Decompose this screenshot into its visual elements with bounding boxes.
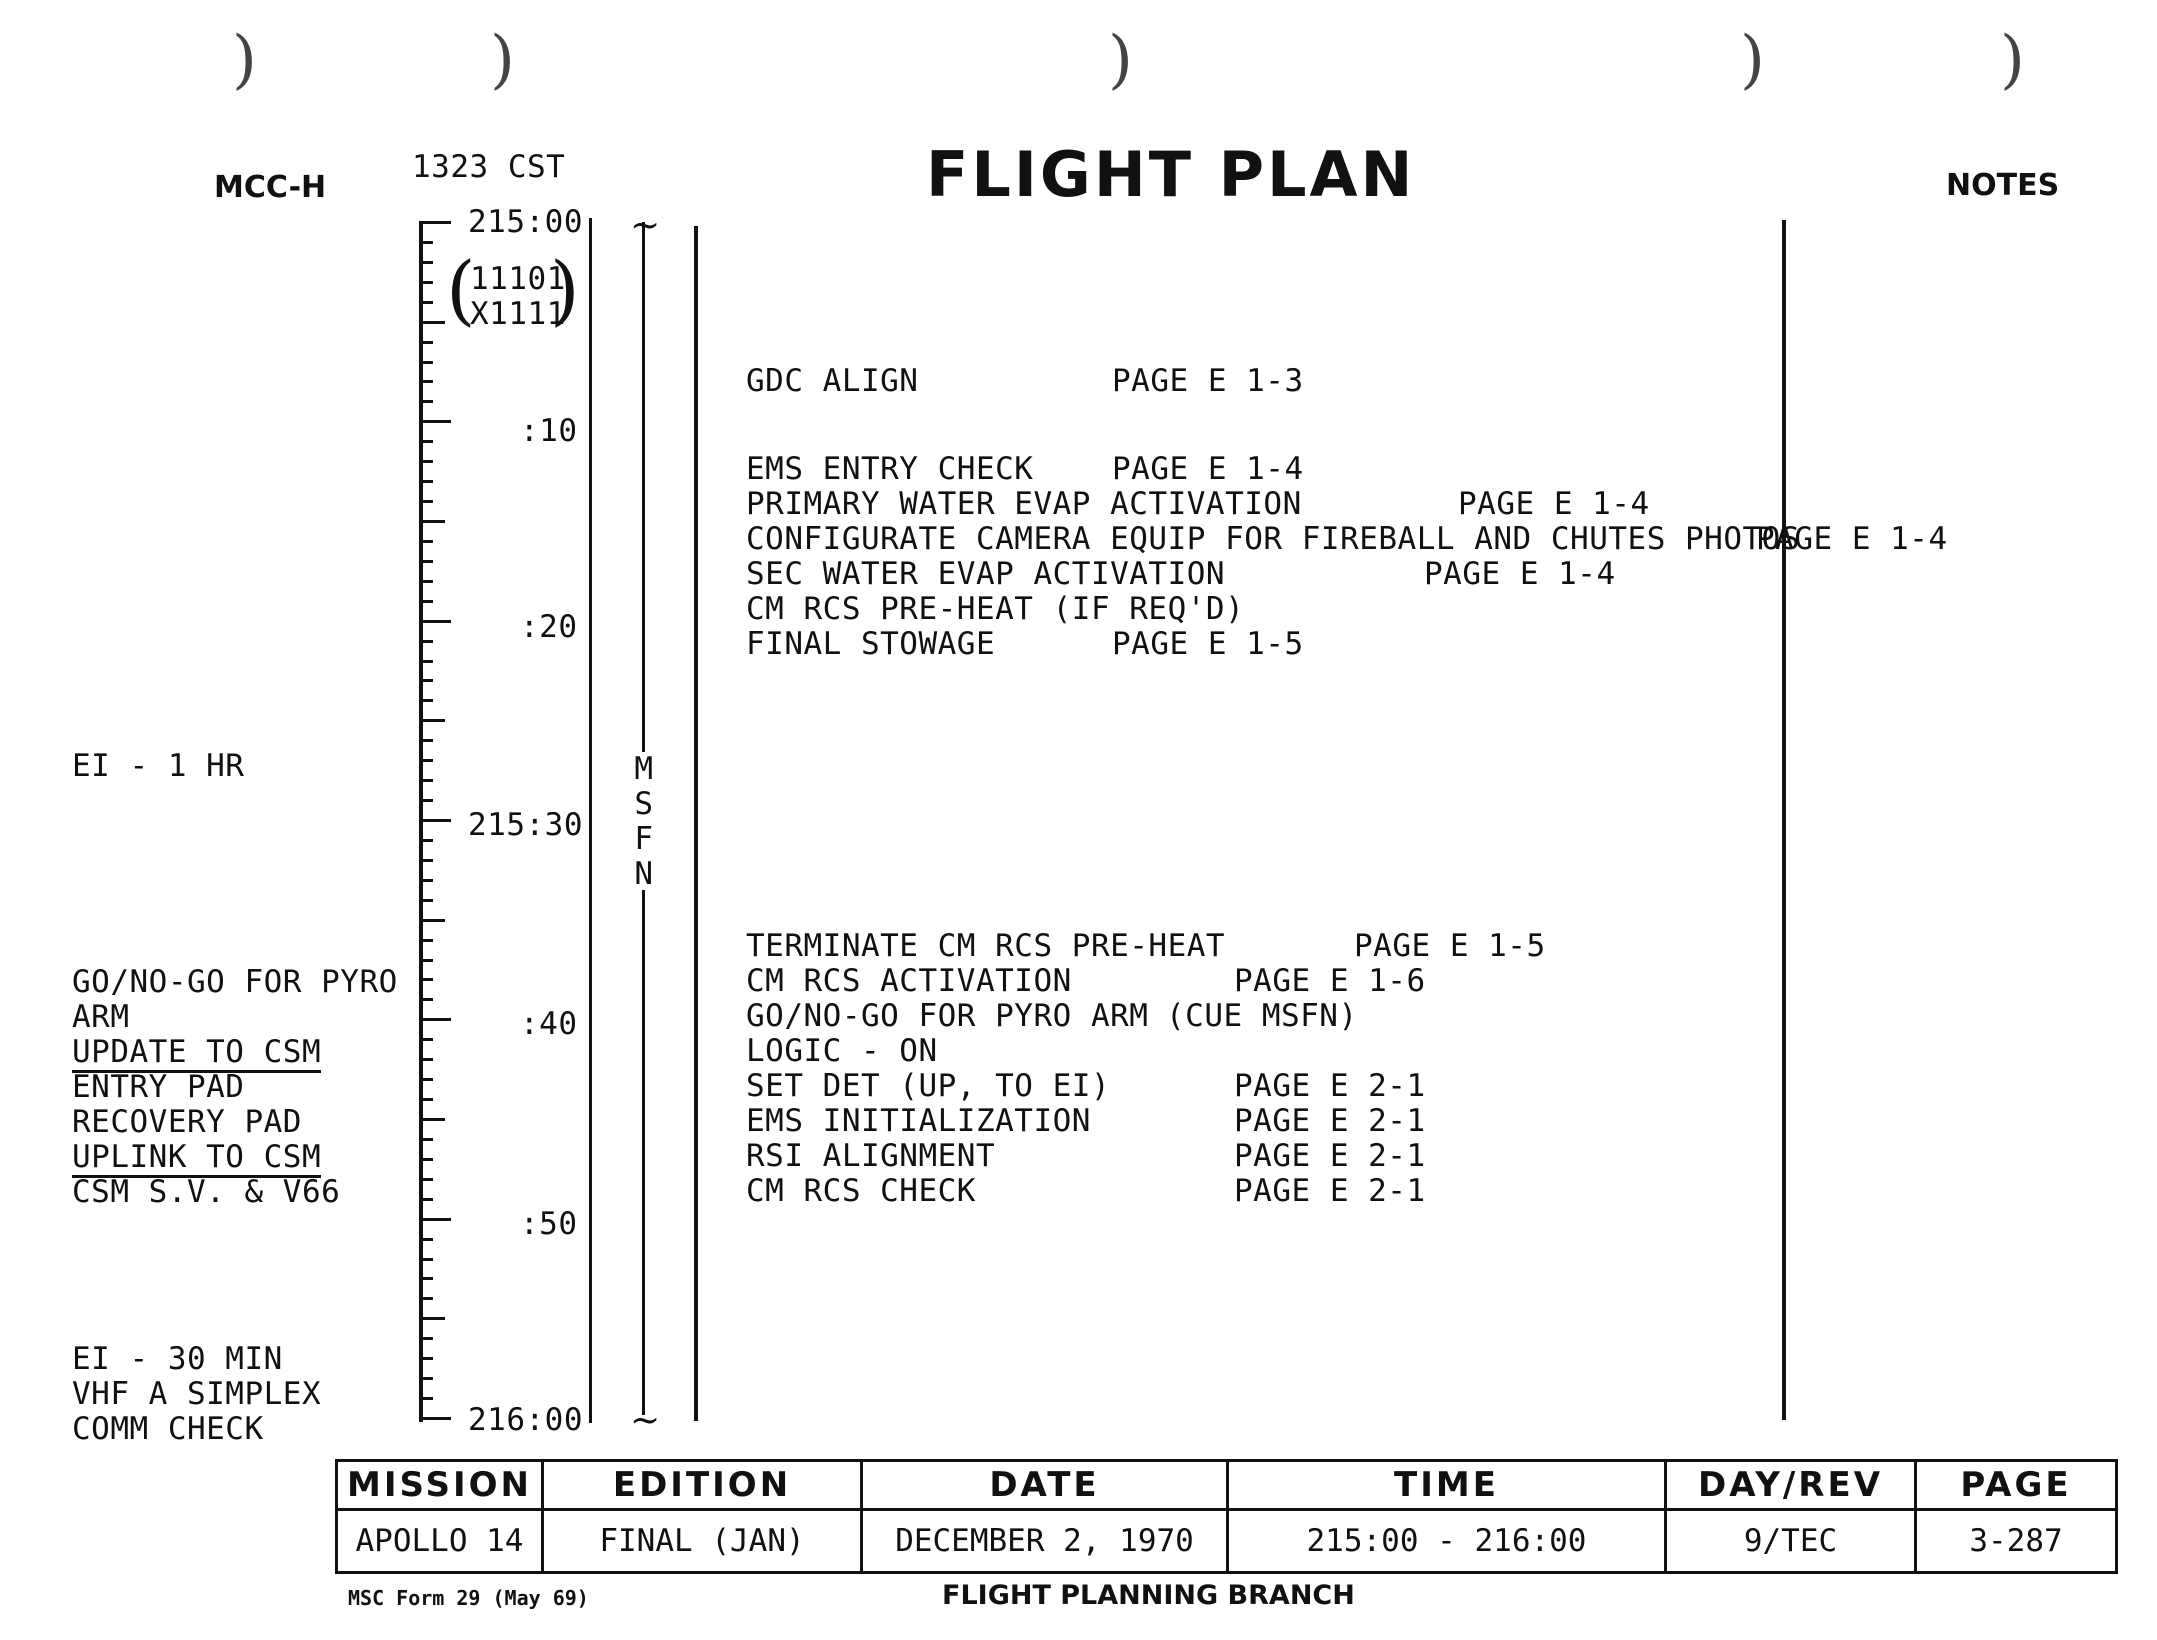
station-letter: F — [634, 821, 654, 857]
binder-hole-mark: ) — [490, 23, 515, 97]
time-label-10: :10 — [520, 413, 578, 449]
code-open-paren: ( — [446, 245, 476, 334]
timeline-tick — [419, 1417, 451, 1420]
page-title: FLIGHT PLAN — [926, 138, 1416, 211]
note-recovery-pad: RECOVERY PAD — [72, 1104, 302, 1140]
activity-ems-entry-check: EMS ENTRY CHECK — [746, 451, 1034, 487]
note-uplink-text: UPLINK TO CSM — [72, 1139, 321, 1178]
activity-rsi-alignment-page: PAGE E 2-1 — [1234, 1138, 1426, 1174]
timeline-tick — [419, 1178, 433, 1181]
timeline-tick — [419, 221, 451, 224]
footer-header-dayrev: DAY/REV — [1666, 1461, 1916, 1510]
activity-gonogo-pyro: GO/NO-GO FOR PYRO ARM — [746, 998, 1149, 1034]
timeline-tick — [419, 400, 433, 403]
timeline-tick — [419, 1297, 433, 1300]
station-letter: M — [634, 751, 654, 787]
notes-label: NOTES — [1946, 168, 2060, 203]
timeline-tick — [419, 1337, 433, 1340]
note-csm-sv: CSM S.V. & V66 — [72, 1174, 341, 1210]
timeline-tick — [419, 1397, 433, 1400]
activity-terminate-preheat-page: PAGE E 1-5 — [1354, 928, 1546, 964]
footer-table — [335, 1459, 2118, 1574]
msfn-line-upper — [642, 222, 645, 752]
footer-header-date: DATE — [862, 1461, 1228, 1510]
timeline-tick — [419, 420, 451, 423]
timeline-tick — [419, 799, 433, 802]
timeline-tick — [419, 1078, 433, 1081]
note-gonogo-line2: ARM — [72, 999, 130, 1035]
timeline-tick — [419, 560, 433, 563]
activity-cm-rcs-preheat: CM RCS PRE-HEAT (IF REQ'D) — [746, 591, 1245, 627]
note-gonogo-line1: GO/NO-GO FOR PYRO — [72, 964, 398, 1000]
note-update-text: UPDATE TO CSM — [72, 1034, 321, 1073]
note-ei-30: EI - 30 MIN — [72, 1341, 283, 1377]
timeline-tick — [419, 301, 433, 304]
station-letter: S — [634, 786, 654, 822]
activity-logic-on: LOGIC - ON — [746, 1033, 938, 1069]
timeline-tick — [419, 719, 445, 722]
timeline-tick — [419, 1357, 433, 1360]
timeline-tick — [419, 460, 433, 463]
timeline-tick — [419, 1018, 451, 1021]
timeline-tick — [419, 540, 433, 543]
msfn-top-squiggle: ~ — [630, 205, 661, 246]
timeline-tick — [419, 1258, 433, 1261]
code-bottom: X1111 — [470, 296, 566, 332]
note-update-to-csm — [72, 1035, 321, 1070]
footer-value-row — [337, 1510, 2117, 1573]
station-msfn — [632, 752, 656, 892]
activity-primary-water-evap-page: PAGE E 1-4 — [1458, 486, 1650, 522]
timeline-tick — [419, 480, 433, 483]
timeline-tick — [419, 341, 433, 344]
timeline-tick — [419, 1317, 445, 1320]
timeline-tick — [419, 1158, 433, 1161]
msfn-line-lower — [642, 890, 645, 1415]
activity-sec-water-evap-page: PAGE E 1-4 — [1424, 556, 1616, 592]
timeline-tick — [419, 839, 433, 842]
timeline-tick — [419, 1277, 433, 1280]
activity-cm-rcs-activation-page: PAGE E 1-6 — [1234, 963, 1426, 999]
activity-configurate-camera-page: PAGE E 1-4 — [1756, 521, 1948, 557]
timeline-tick — [419, 959, 433, 962]
activity-cm-rcs-check-page: PAGE E 2-1 — [1234, 1173, 1426, 1209]
timeline-tick — [419, 281, 433, 284]
timeline-tick — [419, 1218, 451, 1221]
timeline-tick — [419, 1038, 433, 1041]
msfn-bottom-squiggle: ~ — [630, 1400, 661, 1441]
code-top: 11101 — [470, 261, 566, 297]
footer-mission: APOLLO 14 — [337, 1510, 543, 1573]
activity-ems-init: EMS INITIALIZATION — [746, 1103, 1091, 1139]
time-label-215-00: 215:00 — [468, 204, 583, 240]
timeline-tick — [419, 660, 433, 663]
notes-divider-line — [1782, 220, 1786, 1420]
timeline-tick — [419, 879, 433, 882]
note-uplink-to-csm — [72, 1140, 321, 1175]
timeline-tick — [419, 998, 433, 1001]
activity-set-det: SET DET (UP, TO EI) — [746, 1068, 1111, 1104]
activity-configurate-camera: CONFIGURATE CAMERA EQUIP FOR FIREBALL AND CHUTES PHOTOS — [746, 521, 1800, 557]
activity-sec-water-evap: SEC WATER EVAP ACTIVATION — [746, 556, 1226, 592]
timeline-tick — [419, 241, 433, 244]
timeline-tick — [419, 321, 445, 324]
binder-hole-mark: ) — [2000, 23, 2025, 97]
activity-rsi-alignment: RSI ALIGNMENT — [746, 1138, 996, 1174]
footer-header-time: TIME — [1228, 1461, 1666, 1510]
time-label-215-30: 215:30 — [468, 807, 583, 843]
timeline-tick — [419, 699, 433, 702]
footer-date: DECEMBER 2, 1970 — [862, 1510, 1228, 1573]
branch-label: FLIGHT PLANNING BRANCH — [942, 1580, 1355, 1611]
time-label-216-00: 216:00 — [468, 1402, 583, 1438]
timeline-tick — [419, 819, 451, 822]
divider-line — [589, 218, 592, 1423]
time-cst: 1323 CST — [412, 149, 566, 185]
activity-ems-init-page: PAGE E 2-1 — [1234, 1103, 1426, 1139]
timeline-tick — [419, 1058, 433, 1061]
timeline-tick — [419, 620, 451, 623]
time-label-40: :40 — [520, 1006, 578, 1042]
code-close-paren: ) — [550, 245, 580, 334]
station-letter: N — [634, 856, 654, 892]
timeline-tick — [419, 580, 433, 583]
timeline-tick — [419, 1138, 433, 1141]
timeline-tick — [419, 640, 433, 643]
timeline-tick — [419, 679, 433, 682]
timeline-tick — [419, 520, 445, 523]
timeline-tick — [419, 361, 433, 364]
note-vhf: VHF A SIMPLEX — [72, 1376, 322, 1412]
activity-final-stowage: FINAL STOWAGE — [746, 626, 996, 662]
time-label-50: :50 — [520, 1206, 578, 1242]
note-ei-1hr: EI - 1 HR — [72, 748, 245, 784]
activity-gdc-align-page: PAGE E 1-3 — [1112, 363, 1304, 399]
timeline-tick — [419, 1377, 433, 1380]
footer-header-row — [337, 1461, 2117, 1510]
activity-ems-entry-check-page: PAGE E 1-4 — [1112, 451, 1304, 487]
footer-time: 215:00 - 216:00 — [1228, 1510, 1666, 1573]
footer-dayrev: 9/TEC — [1666, 1510, 1916, 1573]
activity-primary-water-evap: PRIMARY WATER EVAP ACTIVATION — [746, 486, 1302, 522]
activity-terminate-preheat: TERMINATE CM RCS PRE-HEAT — [746, 928, 1226, 964]
timeline-tick — [419, 600, 433, 603]
timeline-tick — [419, 1098, 433, 1101]
timeline-tick — [419, 939, 433, 942]
timeline-tick — [419, 440, 433, 443]
timeline-tick — [419, 899, 433, 902]
note-comm-check: COMM CHECK — [72, 1411, 264, 1447]
timeline-tick — [419, 1238, 433, 1241]
activity-left-line — [694, 226, 698, 1421]
time-label-20: :20 — [520, 609, 578, 645]
timeline-tick — [419, 919, 445, 922]
timeline-tick — [419, 759, 433, 762]
org-label: MCC-H — [214, 170, 327, 205]
timeline-tick — [419, 500, 433, 503]
binder-hole-mark: ) — [1108, 23, 1133, 97]
binder-hole-mark: ) — [232, 23, 257, 97]
footer-edition: FINAL (JAN) — [543, 1510, 862, 1573]
timeline-tick — [419, 739, 433, 742]
activity-set-det-page: PAGE E 2-1 — [1234, 1068, 1426, 1104]
footer-header-mission: MISSION — [337, 1461, 543, 1510]
timeline-tick — [419, 1198, 433, 1201]
binder-hole-mark: ) — [1740, 23, 1765, 97]
activity-final-stowage-page: PAGE E 1-5 — [1112, 626, 1304, 662]
form-number: MSC Form 29 (May 69) — [348, 1586, 589, 1610]
footer-page: 3-287 — [1916, 1510, 2117, 1573]
note-entry-pad: ENTRY PAD — [72, 1069, 245, 1105]
timeline-tick — [419, 380, 433, 383]
activity-gonogo-pyro-cue: (CUE MSFN) — [1166, 998, 1358, 1034]
activity-gdc-align: GDC ALIGN — [746, 363, 919, 399]
timeline-tick — [419, 779, 433, 782]
footer-header-page: PAGE — [1916, 1461, 2117, 1510]
activity-cm-rcs-check: CM RCS CHECK — [746, 1173, 976, 1209]
timeline-tick — [419, 859, 433, 862]
footer-header-edition: EDITION — [543, 1461, 862, 1510]
timeline-tick — [419, 261, 433, 264]
timeline-tick — [419, 978, 433, 981]
timeline-tick — [419, 1118, 445, 1121]
activity-cm-rcs-activation: CM RCS ACTIVATION — [746, 963, 1072, 999]
